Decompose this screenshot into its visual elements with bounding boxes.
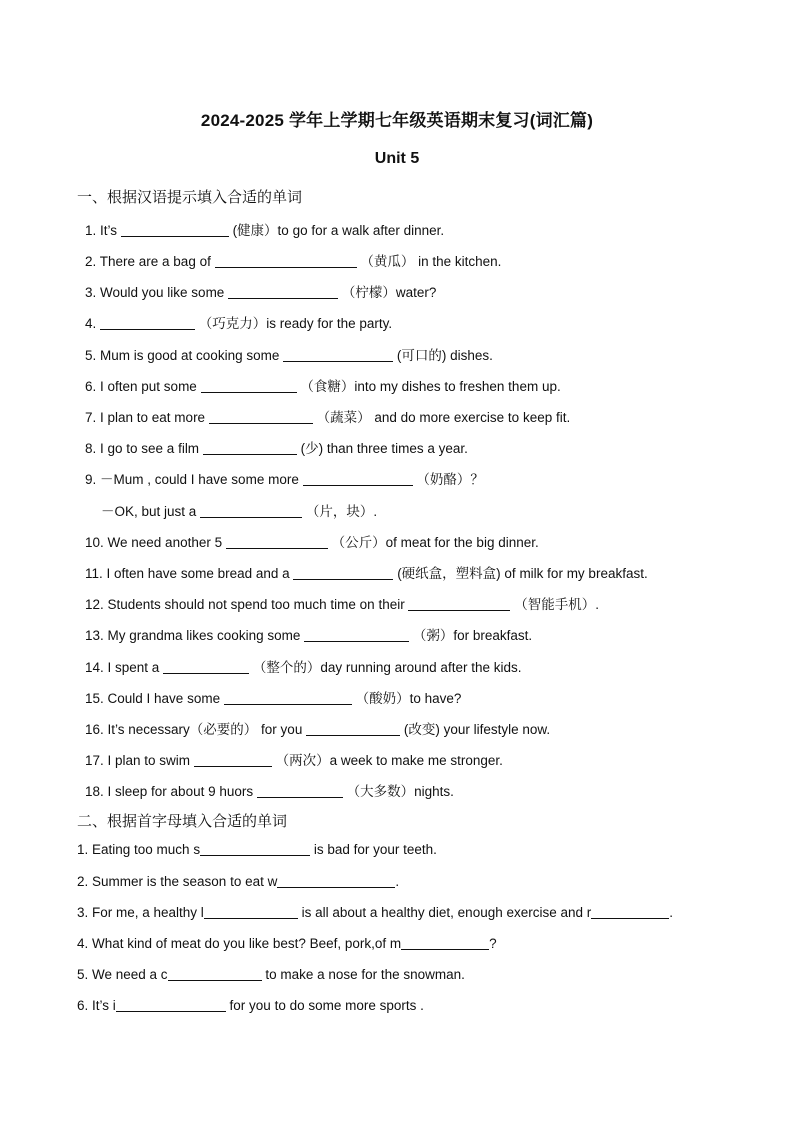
item-text: (少) than three times a year. [300,441,468,456]
exercise-item [85,312,392,332]
item-text: 4. [85,316,97,331]
item-text: 18. I sleep for about 9 huors [85,784,254,799]
exercise-item [85,593,599,613]
exercise-item [77,905,673,920]
item-text: is all about a healthy diet, enough exercise and r [301,905,592,920]
answer-blank[interactable] [304,628,409,642]
item-text: to make a nose for the snowman. [265,967,465,982]
answer-blank[interactable] [228,285,338,299]
item-text: （智能手机）. [514,597,599,612]
answer-blank[interactable] [209,410,313,424]
item-text: is bad for your teeth. [313,842,437,857]
exercise-item [85,250,501,270]
item-text: 5. We need a c [77,967,168,982]
answer-blank[interactable] [215,254,357,268]
exercise-item [85,406,570,426]
item-text: 12. Students should not spend too much time on their [85,597,405,612]
answer-blank[interactable] [204,905,298,919]
answer-blank[interactable] [401,936,489,950]
item-text: （整个的）day running around after the kids. [252,660,522,675]
exercise-item [85,531,539,551]
item-text: (可口的) dishes. [396,348,493,363]
section-1-heading: 一、根据汉语提示填入合适的单词 [77,189,303,206]
item-text: 1. It’s [85,223,118,238]
item-text: 8. I go to see a film [85,441,200,456]
item-text: (改变) your lifestyle now. [403,722,551,737]
exercise-item [85,624,532,644]
item-text: （大多数）nights. [346,784,454,799]
item-text: （公斤）of meat for the big dinner. [331,535,539,550]
item-text: （巧克力）is ready for the party. [198,316,393,331]
exercise-item [85,718,550,738]
exercise-item [77,998,424,1013]
answer-blank[interactable] [121,223,229,237]
section-2-heading: 二、根据首字母填入合适的单词 [77,813,288,830]
item-text: . [669,905,674,920]
exercise-item [77,842,437,857]
answer-blank[interactable] [203,441,297,455]
item-text: （奶酪）？ [416,472,484,487]
exercise-item [85,749,503,769]
item-text: （酸奶）to have? [355,691,462,706]
item-text: 3. Would you like some [85,285,225,300]
item-text: 15. Could I have some [85,691,221,706]
exercise-item [85,780,454,800]
item-text: 4. What kind of meat do you like best? Beef, pork,of m [77,936,402,951]
answer-blank[interactable] [277,874,395,888]
item-text: 3. For me, a healthy l [77,905,204,920]
answer-blank[interactable] [163,660,249,674]
answer-blank[interactable] [194,753,272,767]
answer-blank[interactable] [200,504,302,518]
item-text: （蔬菜） and do more exercise to keep fit. [316,410,571,425]
item-text: （食糖）into my dishes to freshen them up. [300,379,561,394]
exercise-item [85,468,484,488]
exercise-item [77,936,497,951]
item-text: （片，块）. [305,504,378,519]
answer-blank[interactable] [100,316,195,330]
item-text: . [395,874,400,889]
unit-heading: Unit 5 [374,150,420,167]
exercise-item [85,219,444,239]
item-text: （黄瓜） in the kitchen. [360,254,502,269]
exercise-item [85,562,648,582]
answer-blank[interactable] [168,967,262,981]
item-text: 6. I often put some [85,379,197,394]
item-text: 5. Mum is good at cooking some [85,348,280,363]
item-text: 11. I often have some bread and a [85,566,290,581]
answer-blank[interactable] [591,905,669,919]
answer-blank[interactable] [224,691,352,705]
answer-blank[interactable] [257,784,343,798]
document-title: 2024-2025 学年上学期七年级英语期末复习(词汇篇) [200,111,594,130]
item-text: 7. I plan to eat more [85,410,206,425]
item-text: 6. It’s i [77,998,116,1013]
item-text: （柠檬）water? [341,285,437,300]
item-text: 2. There are a bag of [85,254,211,269]
exercise-item [85,344,493,364]
answer-blank[interactable] [306,722,400,736]
answer-blank[interactable] [200,842,310,856]
exercise-item [85,281,436,301]
item-text: （两次）a week to make me stronger. [275,753,503,768]
item-text: ? [489,936,497,951]
answer-blank[interactable] [303,472,413,486]
item-text: (健康）to go for a walk after dinner. [232,223,445,238]
exercise-item [77,874,399,889]
item-text: 10. We need another 5 [85,535,223,550]
item-text: －OK, but just a [101,504,197,519]
item-text: 17. I plan to swim [85,753,191,768]
answer-blank[interactable] [293,566,393,580]
answer-blank[interactable] [283,348,393,362]
item-text: 2. Summer is the season to eat w [77,874,278,889]
exercise-item [85,437,468,457]
answer-blank[interactable] [116,998,226,1012]
answer-blank[interactable] [201,379,297,393]
exercise-item [77,967,465,982]
exercise-item [101,500,377,520]
exercise-item [85,687,461,707]
item-text: (硬纸盒，塑料盒) of milk for my breakfast. [397,566,648,581]
answer-blank[interactable] [226,535,328,549]
item-text: （粥）for breakfast. [412,628,533,643]
item-text: 16. It’s necessary（必要的） for you [85,722,303,737]
item-text: 1. Eating too much s [77,842,201,857]
item-text: 13. My grandma likes cooking some [85,628,301,643]
answer-blank[interactable] [408,597,510,611]
item-text: for you to do some more sports . [229,998,424,1013]
exercise-item [85,656,521,676]
exercise-item [85,375,561,395]
item-text: 9. －Mum , could I have some more [85,472,299,487]
item-text: 14. I spent a [85,660,160,675]
